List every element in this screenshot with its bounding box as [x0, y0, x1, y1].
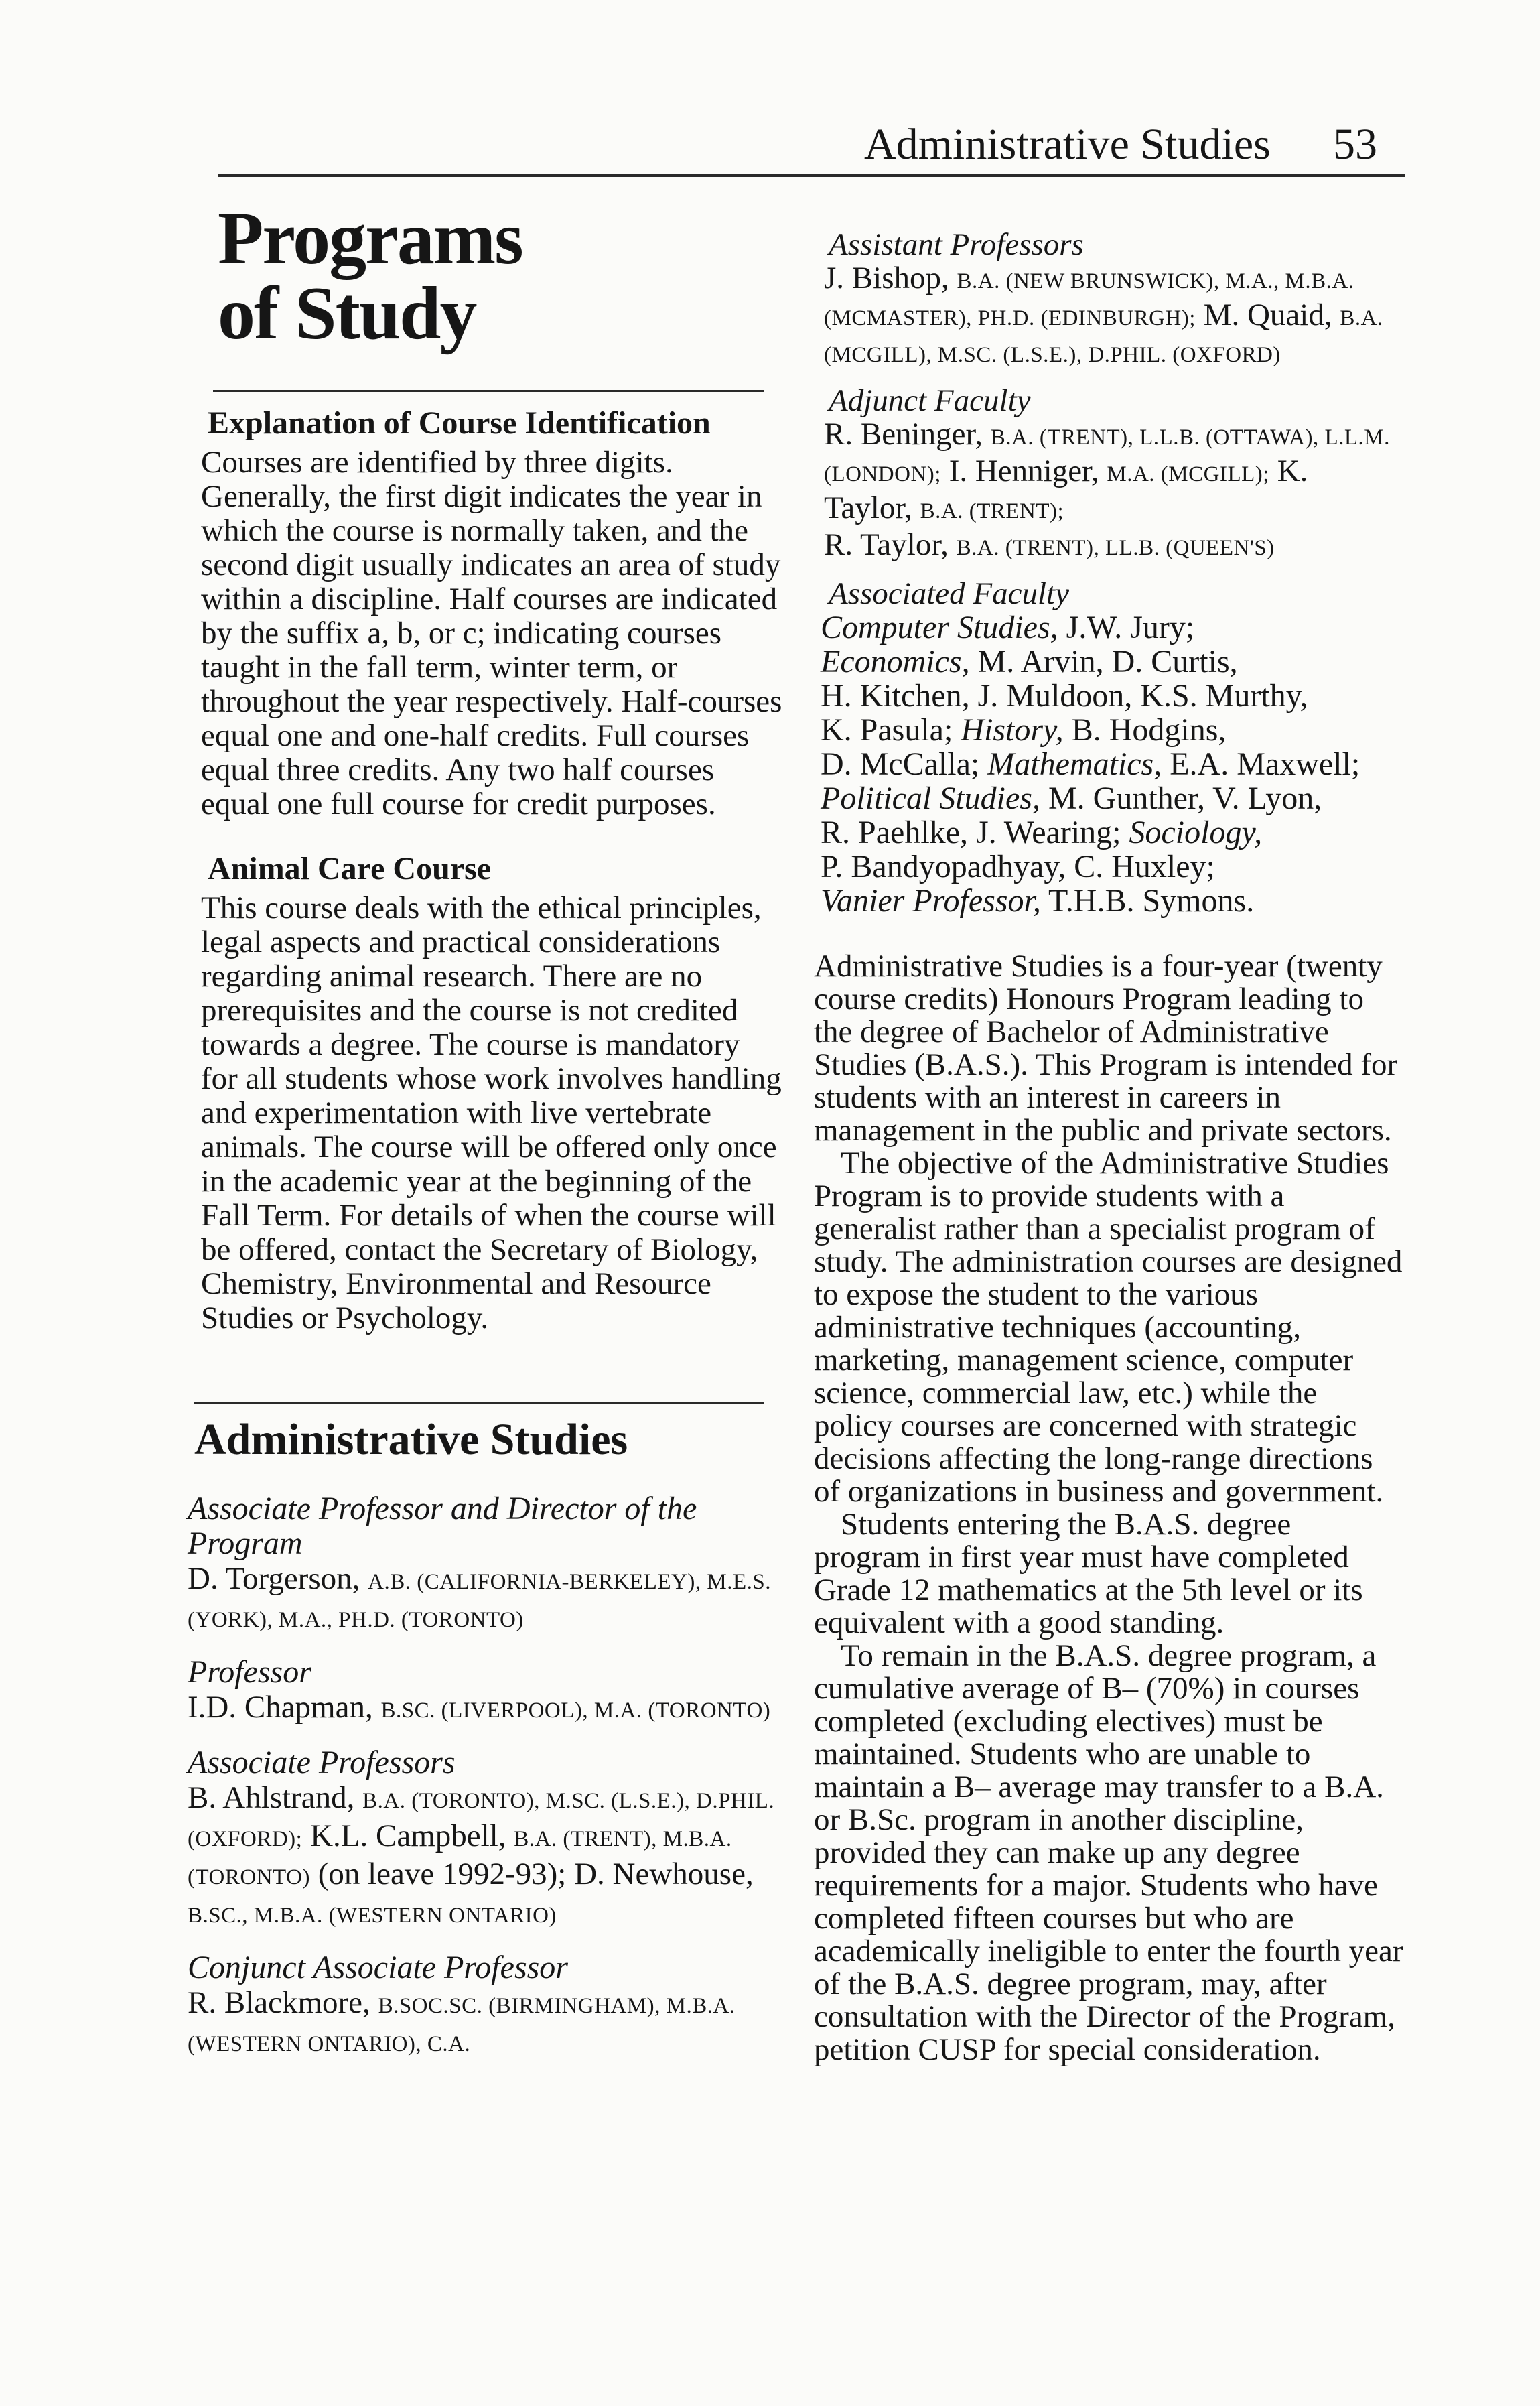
associate-professors-block [188, 1745, 784, 1933]
admin-studies-heading: Administrative Studies [194, 1415, 628, 1464]
asst-2-name: M. Quaid, [1203, 297, 1332, 332]
af-computer-label: Computer Studies, [821, 610, 1058, 645]
adj-3-name: K. Taylor, [824, 454, 1308, 525]
adjunct-faculty-role: Adjunct Faculty [829, 383, 1031, 418]
program-paragraph-1: Administrative Studies is a four-year (twenty course credits) Honours Program leading to the degree of Bachelor of Administrative Studies (B.A.S.). This Program is intended for students with an interest in careers in management in the public and private sectors. [814, 949, 1398, 1148]
conjunct-credentials: B.SOC.SC. (BIRMINGHAM), M.B.A. (WESTERN ONTARIO), C.A. [188, 1994, 736, 2056]
title-line-2: of Study [218, 272, 476, 355]
director-entry [188, 1561, 784, 1638]
associated-line-2 [821, 645, 1403, 679]
program-paragraph-3: Students entering the B.A.S. degree program in first year must have completed Grade 12 mathematics at the 5th level or its equivalent with a good standing. [814, 1507, 1363, 1640]
af-political-label: Political Studies, [821, 781, 1040, 816]
af-economics-names-3: K. Pasula; [821, 712, 953, 748]
animal-care-text: This course deals with the ethical principles, legal aspects and practical considerations regarding animal research. There are no prerequisites and the course is not credited towards a degree. The course is mandatory for all students whose work involves handling and experimentation with live vertebrate animals. The course will be offered only once in the academic year at the beginning of the Fall Term. For details of when the course will be offered, contact the Secretary of Biology, Chemistry, Environmental and Resource Studies or Psychology. [201, 890, 782, 1335]
associated-line-1 [821, 610, 1403, 645]
conjunct-block [188, 1950, 784, 2062]
professor-credentials: B.SC. (LIVERPOOL), M.A. (TORONTO) [380, 1698, 771, 1723]
associated-line-6 [821, 781, 1403, 815]
conjunct-role: Conjunct Associate Professor [188, 1950, 568, 1985]
af-economics-label: Economics, [821, 644, 970, 679]
adj-4-name: R. Taylor, [824, 527, 949, 562]
associated-line-4 [821, 713, 1403, 747]
af-political-names-2: R. Paehlke, J. Wearing; [821, 815, 1121, 850]
adj-1-credentials: B.A. (TRENT), L.L.B. (OTTAWA), L.L.M. (LONDON); [824, 425, 1390, 486]
af-sociology-label: Sociology, [1129, 815, 1263, 850]
associated-line-3: H. Kitchen, J. Muldoon, K.S. Murthy, [821, 678, 1308, 714]
professor-name: I.D. Chapman, [188, 1690, 373, 1725]
associated-faculty-role: Associated Faculty [829, 576, 1069, 611]
explanation-text: Courses are identified by three digits. Generally, the first digit indicates the year in which the course is normally taken, and the second digit usually indicates an area of study within a discipline. Half courses are indicated by the suffix a, b, or c; indicating courses taught in the fall term, winter term, or throughout the year respectively. Half-courses equal one and one-half credits. Full courses equal three credits. Any two half courses equal one full course for credit purposes. [201, 445, 782, 821]
af-math-label: Mathematics, [987, 746, 1162, 782]
spacer [800, 930, 1403, 950]
program-paragraph-2: The objective of the Administrative Studies Program is to provide students with a generalist rather than a specialist program of study. The administration courses are designed to expose the student to the various administrative techniques (accounting, marketing, management science, computer science, commercial law, etc.) while the policy courses are concerned with strategic decisions affecting the long-range directions of organizations in business and government. [814, 1146, 1403, 1509]
professor-entry [188, 1690, 784, 1728]
assoc-2-credentials: B.A. (TRENT), M.B.A. (TORONTO) [188, 1827, 732, 1889]
header-rule [218, 174, 1405, 177]
associate-professors-role: Associate Professors [188, 1745, 456, 1780]
explanation-heading: Explanation of Course Identification [208, 405, 711, 441]
director-block [188, 1491, 784, 1638]
adjunct-faculty-entry [824, 417, 1403, 565]
left-column [188, 197, 784, 2079]
programs-of-study-title [218, 197, 784, 355]
associated-line-8: P. Bandyopadhyay, C. Huxley; [821, 849, 1215, 884]
assoc-2-name: K.L. Campbell, [310, 1818, 506, 1853]
director-role: Associate Professor and Director of the Program [188, 1491, 697, 1561]
af-history-names: B. Hodgins, [1071, 712, 1227, 748]
program-paragraph-4: To remain in the B.A.S. degree program, a cumulative average of B– (70%) in courses completed (excluding electives) must be maintained. Students who are unable to maintain a B– average may transfer to a B.A. or B.Sc. program in another discipline, provided they can make up any degree requirements for a major. Students who have completed fifteen courses but who are academically ineligible to enter the fourth year of the B.A.S. degree program, may, after consultation with the Director of the Program, petition CUSP for special consideration. [814, 1638, 1403, 2067]
asst-1-credentials: B.A. (NEW BRUNSWICK), M.A., M.B.A. (MCMASTER), PH.D. (EDINBURGH); [824, 269, 1354, 330]
adjunct-faculty-block [800, 384, 1403, 565]
conjunct-name: R. Blackmore, [188, 1985, 370, 2020]
adj-2-name: I. Henniger, [949, 454, 1099, 488]
adj-2-credentials: M.A. (MCGILL); [1107, 462, 1269, 486]
assistant-professors-role: Assistant Professors [829, 227, 1084, 262]
adj-1-name: R. Beninger, [824, 417, 983, 452]
admin-divider [194, 1402, 764, 1404]
af-vanier-label: Vanier Professor, [821, 883, 1041, 919]
associated-line-9 [821, 884, 1403, 918]
asst-1-name: J. Bishop, [824, 261, 949, 295]
asst-2-credentials: B.A. (MCGILL), M.SC. (L.S.E.), D.PHIL. (OXFORD) [824, 306, 1383, 367]
associated-line-5 [821, 747, 1403, 781]
associated-line-7 [821, 815, 1403, 850]
assoc-1-credentials: B.A. (TORONTO), M.SC. (L.S.E.), D.PHIL. (OXFORD); [188, 1789, 775, 1851]
associated-faculty-block [800, 577, 1403, 918]
adj-4-credentials: B.A. (TRENT), LL.B. (QUEEN'S) [956, 536, 1275, 560]
title-divider [213, 390, 764, 392]
assoc-2-note: (on leave 1992-93); [318, 1857, 567, 1891]
director-name: D. Torgerson, [188, 1561, 360, 1596]
af-math-pre: D. McCalla; [821, 746, 980, 782]
conjunct-entry [188, 1985, 784, 2062]
title-line-1: Programs [218, 197, 522, 280]
professor-block [188, 1655, 784, 1728]
right-column [800, 228, 1403, 2066]
af-history-label: History, [961, 712, 1064, 748]
af-vanier-names: T.H.B. Symons. [1048, 883, 1255, 919]
associate-professors-entry [188, 1780, 784, 1933]
af-economics-names-1: M. Arvin, D. Curtis, [977, 644, 1238, 679]
assistant-professors-entry [824, 261, 1403, 372]
assoc-1-name: B. Ahlstrand, [188, 1780, 355, 1815]
assistant-professors-block [800, 228, 1403, 372]
af-math-names: E.A. Maxwell; [1170, 746, 1360, 782]
professor-role: Professor [188, 1654, 311, 1690]
assoc-3-credentials: B.SC., M.B.A. (WESTERN ONTARIO) [188, 1903, 557, 1928]
animal-care-heading: Animal Care Course [208, 851, 492, 886]
running-header-title: Administrative Studies [864, 120, 1271, 169]
adj-3-credentials: B.A. (TRENT); [920, 499, 1064, 523]
af-computer-names: J.W. Jury; [1066, 610, 1195, 645]
director-credentials: A.B. (CALIFORNIA-BERKELEY), M.E.S. (YORK), M.A., PH.D. (TORONTO) [188, 1570, 771, 1632]
page-number: 53 [1333, 120, 1377, 169]
af-political-names-1: M. Gunther, V. Lyon, [1048, 781, 1322, 816]
assoc-3-name: D. Newhouse, [574, 1857, 754, 1891]
